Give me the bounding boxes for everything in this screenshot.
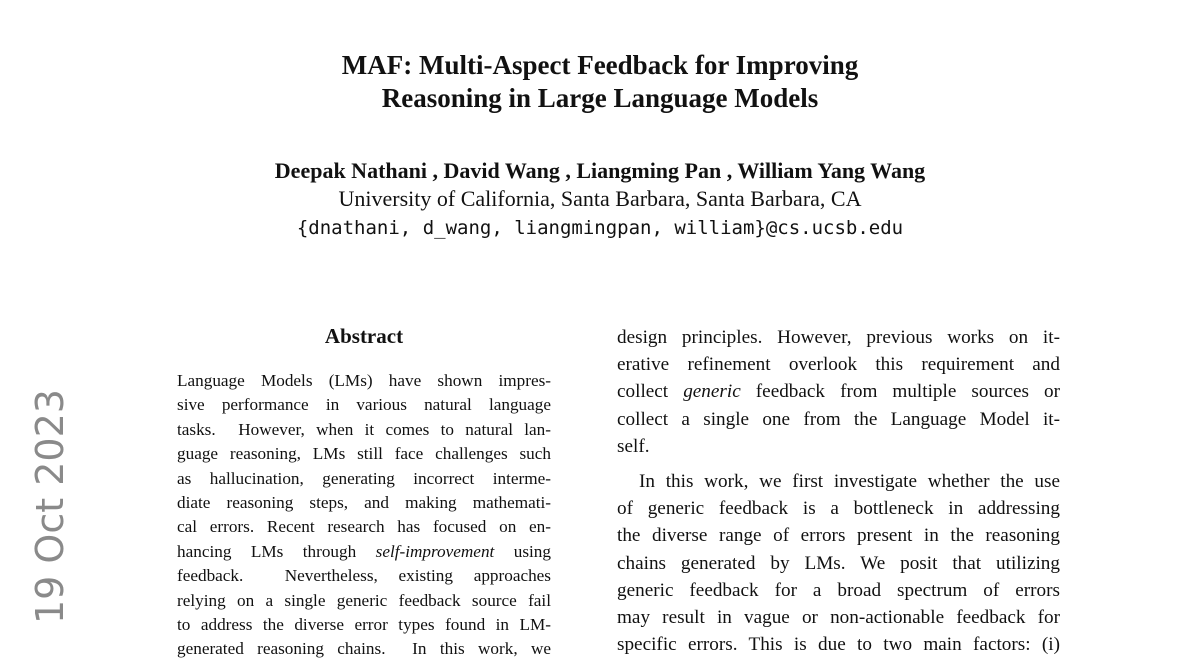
text-run: specific errors. This is due to two main factors: (i) <box>617 634 1060 656</box>
paragraph <box>617 324 1060 460</box>
text-run: feedback. Nevertheless, existing approaches <box>177 566 551 586</box>
title-line: MAF: Multi-Aspect Feedback for Improving <box>341 50 859 80</box>
introduction-body <box>617 324 1060 658</box>
text-line <box>617 324 1060 351</box>
text-line <box>177 467 551 491</box>
text-line <box>617 577 1060 604</box>
text-line <box>177 393 551 417</box>
text-line <box>177 564 551 588</box>
text-run: hancing LMs through <box>177 541 376 561</box>
text-run: guage reasoning, LMs still face challenges such <box>177 444 551 464</box>
text-run: erative refinement overlook this requirement and <box>617 354 1060 376</box>
author-list: Deepak Nathani , David Wang , Liangming Pan , William Yang Wang <box>274 158 926 183</box>
text-run: as hallucination, generating incorrect interme- <box>177 468 551 488</box>
text-run: generic feedback for a broad spectrum of errors <box>617 579 1060 601</box>
author-emails: {dnathani, d_wang, liangmingpan, william}@cs.ucsb.edu <box>296 217 904 239</box>
text-line <box>617 378 1060 405</box>
text-run: to address the diverse error types found in LM- <box>177 615 551 635</box>
text-line <box>177 589 551 613</box>
text-run: diate reasoning steps, and making mathemati- <box>177 493 551 513</box>
text-run: sive performance in various natural language <box>177 395 551 415</box>
text-run: relying on a single generic feedback source fail <box>177 590 551 610</box>
text-run: using <box>494 541 551 561</box>
text-run: may result in vague or non-actionable feedback for <box>617 607 1060 629</box>
text-line <box>617 631 1060 658</box>
title-line: Reasoning in Large Language Models <box>381 83 819 113</box>
text-line <box>617 550 1060 577</box>
text-line <box>617 351 1060 378</box>
text-line <box>177 613 551 637</box>
abstract-body <box>177 369 551 662</box>
paragraph <box>617 468 1060 658</box>
text-run: generated reasoning chains. In this work, we <box>177 639 551 659</box>
italic-text: self-improvement <box>375 541 495 561</box>
text-run: collect <box>617 381 684 403</box>
text-line <box>617 604 1060 631</box>
text-line <box>617 495 1060 522</box>
abstract-heading: Abstract <box>324 324 404 348</box>
text-line <box>177 442 551 466</box>
affiliation: University of California, Santa Barbara, Santa Barbara, CA <box>338 186 862 211</box>
text-run: the diverse range of errors present in the reasoning <box>617 525 1060 547</box>
text-run: collect a single one from the Language Model it- <box>617 408 1060 430</box>
text-line <box>617 468 1060 495</box>
text-run: design principles. However, previous works on it- <box>617 327 1060 348</box>
text-run: In this work, we first investigate whether the use <box>639 471 1060 493</box>
text-run: feedback from multiple sources or <box>740 381 1060 403</box>
text-line <box>177 515 551 539</box>
text-run: chains generated by LMs. We posit that utilizing <box>617 552 1060 574</box>
italic-text: generic <box>683 381 741 403</box>
text-run: cal errors. Recent research has focused on en- <box>177 517 551 537</box>
text-run: self. <box>617 435 650 457</box>
paper-title <box>0 49 1200 115</box>
text-line <box>617 433 1060 460</box>
text-line <box>177 369 551 393</box>
arxiv-date-stamp: 19 Oct 2023 <box>28 389 72 624</box>
text-run: Language Models (LMs) have shown impres- <box>177 371 551 390</box>
text-run: of generic feedback is a bottleneck in addressing <box>617 498 1060 520</box>
text-line <box>617 522 1060 549</box>
text-line <box>177 418 551 442</box>
text-line <box>177 637 551 661</box>
text-run: tasks. However, when it comes to natural lan- <box>177 419 551 439</box>
text-line <box>177 491 551 515</box>
text-line <box>177 540 551 564</box>
text-line <box>617 406 1060 433</box>
